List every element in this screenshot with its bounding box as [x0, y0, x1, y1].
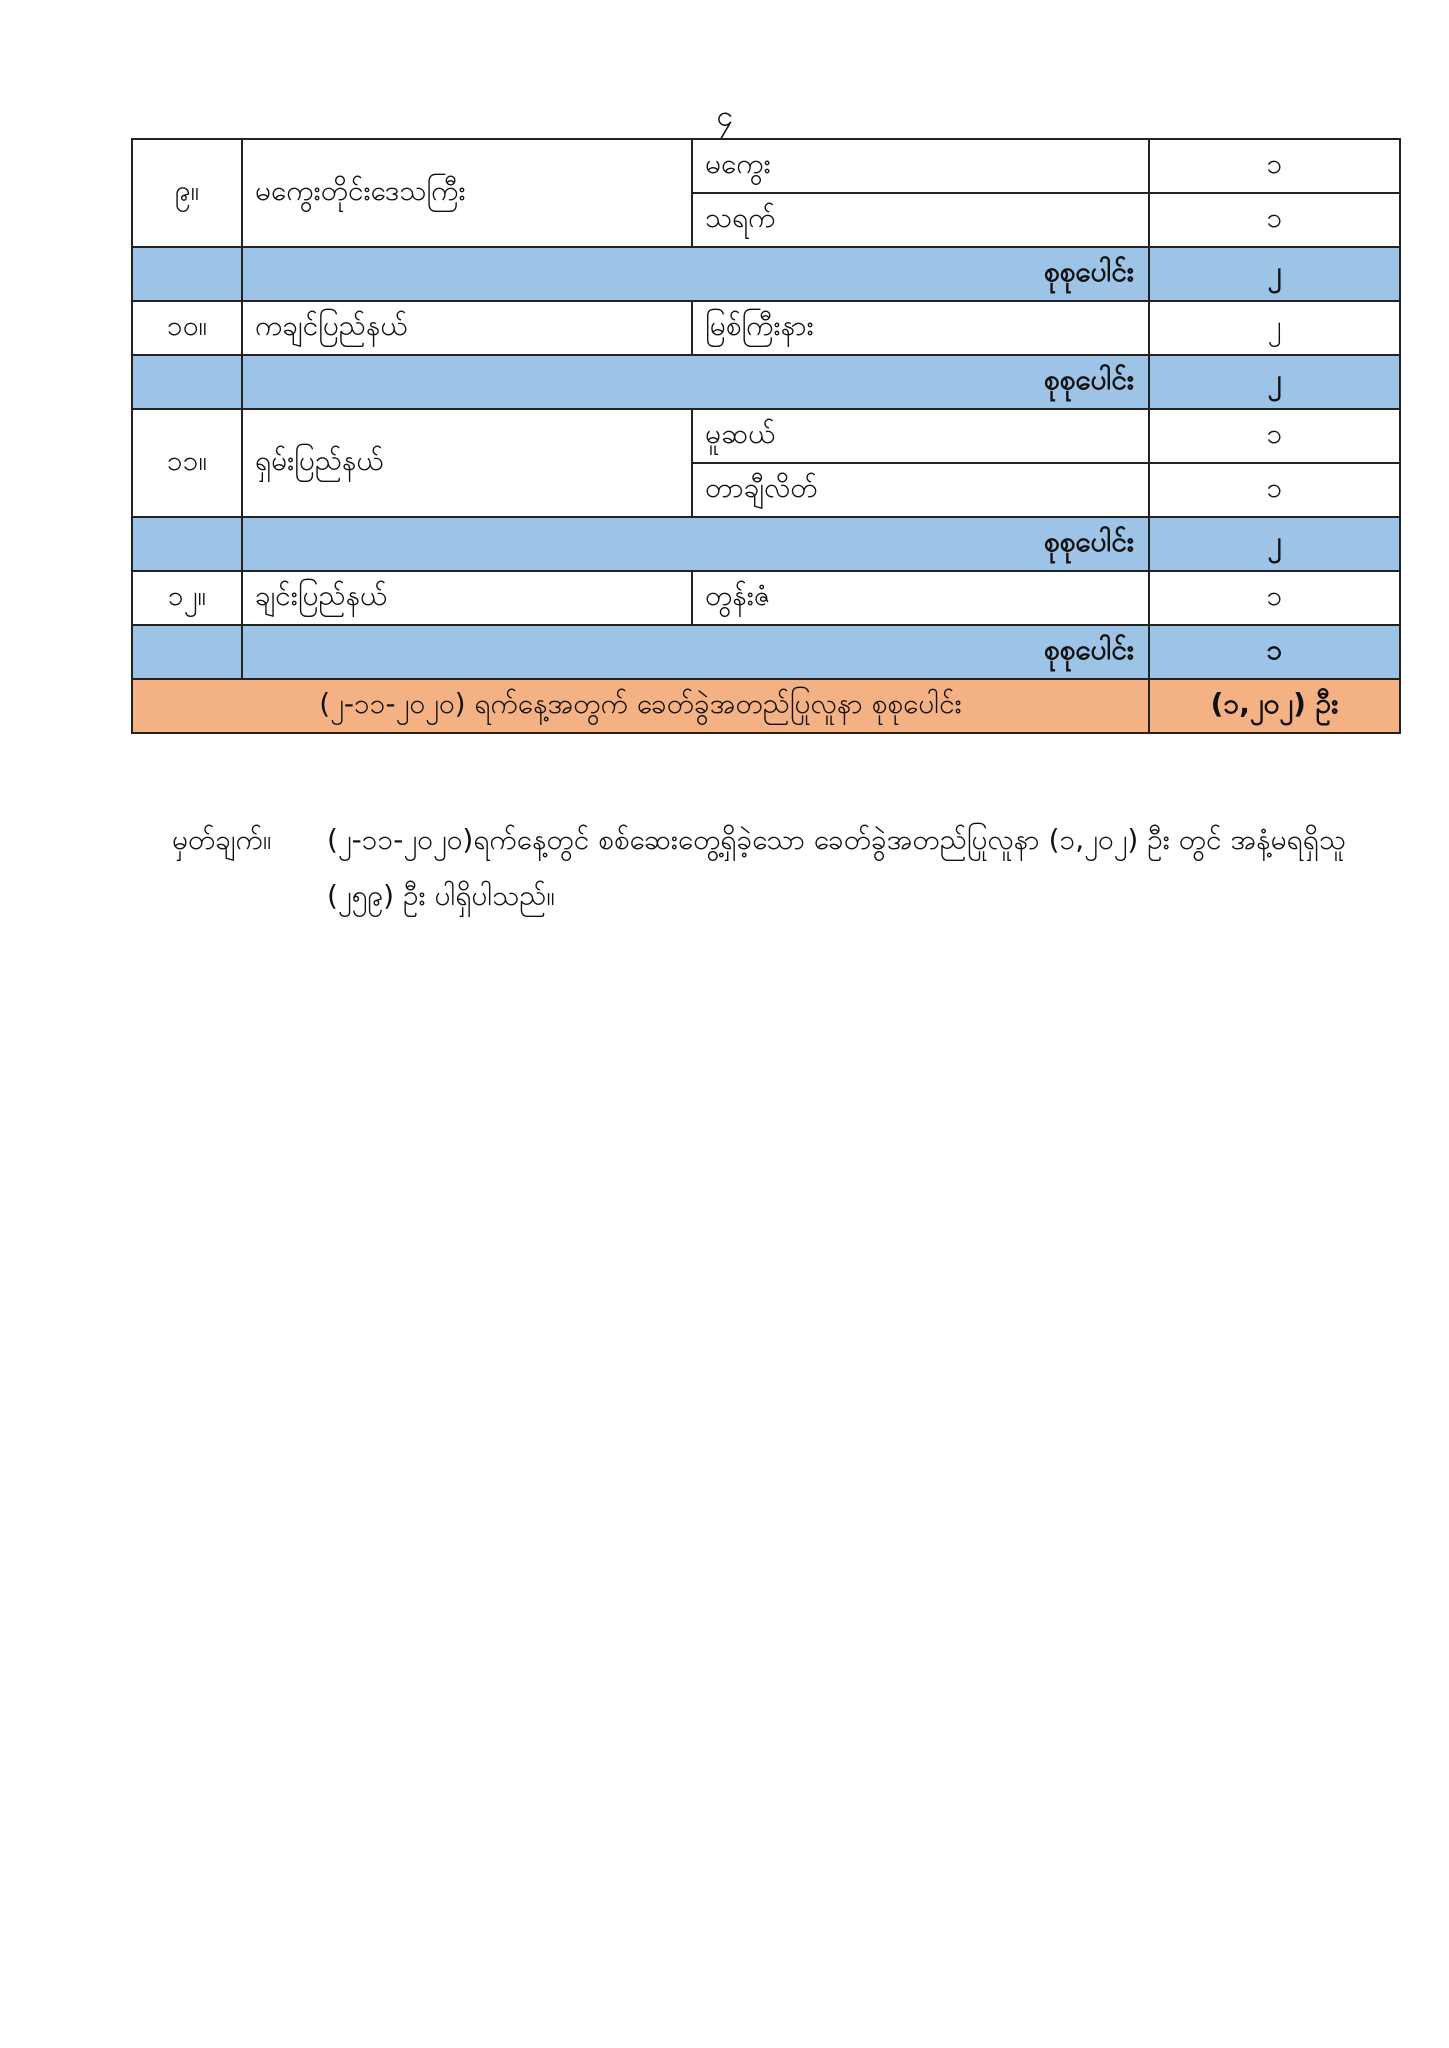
subtotal-label: စုစုပေါင်း — [242, 247, 1149, 301]
region-name: ချင်းပြည်နယ် — [242, 571, 692, 625]
case-count: ၁ — [1149, 193, 1400, 247]
region-name: ရှမ်းပြည်နယ် — [242, 409, 692, 517]
case-count: ၁ — [1149, 571, 1400, 625]
subtotal-blank — [132, 625, 242, 679]
grand-total-value: (၁,၂၀၂) ဦး — [1149, 679, 1400, 733]
page-number: ၄ — [716, 99, 733, 134]
subtotal-value: ၂ — [1149, 517, 1400, 571]
subtotal-blank — [132, 355, 242, 409]
subtotal-blank — [132, 247, 242, 301]
patient-table — [131, 138, 1401, 734]
township-name: တွန်းဇံ — [692, 571, 1149, 625]
township-name: မြစ်ကြီးနား — [692, 301, 1149, 355]
case-count: ၁ — [1149, 409, 1400, 463]
table-row — [132, 301, 1400, 355]
subtotal-row — [132, 517, 1400, 571]
table-row — [132, 571, 1400, 625]
note-text: (၂-၁၁-၂၀၂၀)ရက်နေ့တွင် စစ်ဆေးတွေ့ရှိခဲ့သော ခေတ်ခွဲအတည်ပြုလူနာ (၁,၂၀၂) ဦး တွင် အနံ့မရရှိသူ (၂၅၉) ဦး ပါရှိပါသည်။ — [327, 823, 1346, 912]
subtotal-label: စုစုပေါင်း — [242, 517, 1149, 571]
grand-total-row — [132, 679, 1400, 733]
subtotal-row — [132, 625, 1400, 679]
subtotal-row — [132, 247, 1400, 301]
township-name: မူဆယ် — [692, 409, 1149, 463]
case-count: ၁ — [1149, 139, 1400, 193]
case-count: ၁ — [1149, 463, 1400, 517]
region-name: မကွေးတိုင်းဒေသကြီး — [242, 139, 692, 247]
township-name: သရက် — [692, 193, 1149, 247]
subtotal-value: ၂ — [1149, 355, 1400, 409]
row-number: ၁၀။ — [132, 301, 242, 355]
township-name: တာချီလိတ် — [692, 463, 1149, 517]
table-row — [132, 139, 1400, 193]
subtotal-label: စုစုပေါင်း — [242, 625, 1149, 679]
subtotal-value: ၂ — [1149, 247, 1400, 301]
case-count: ၂ — [1149, 301, 1400, 355]
subtotal-blank — [132, 517, 242, 571]
row-number: ၁၁။ — [132, 409, 242, 517]
row-number: ၁၂။ — [132, 571, 242, 625]
subtotal-row — [132, 355, 1400, 409]
row-number: ၉။ — [132, 139, 242, 247]
note-label: မှတ်ချက်။ — [172, 823, 272, 856]
subtotal-label: စုစုပေါင်း — [242, 355, 1149, 409]
region-name: ကချင်ပြည်နယ် — [242, 301, 692, 355]
grand-total-label: (၂-၁၁-၂၀၂၀) ရက်နေ့အတွက် ခေတ်ခွဲအတည်ပြုလူနာ စုစုပေါင်း — [132, 679, 1149, 733]
township-name: မကွေး — [692, 139, 1149, 193]
table-row — [132, 409, 1400, 463]
subtotal-value: ၁ — [1149, 625, 1400, 679]
